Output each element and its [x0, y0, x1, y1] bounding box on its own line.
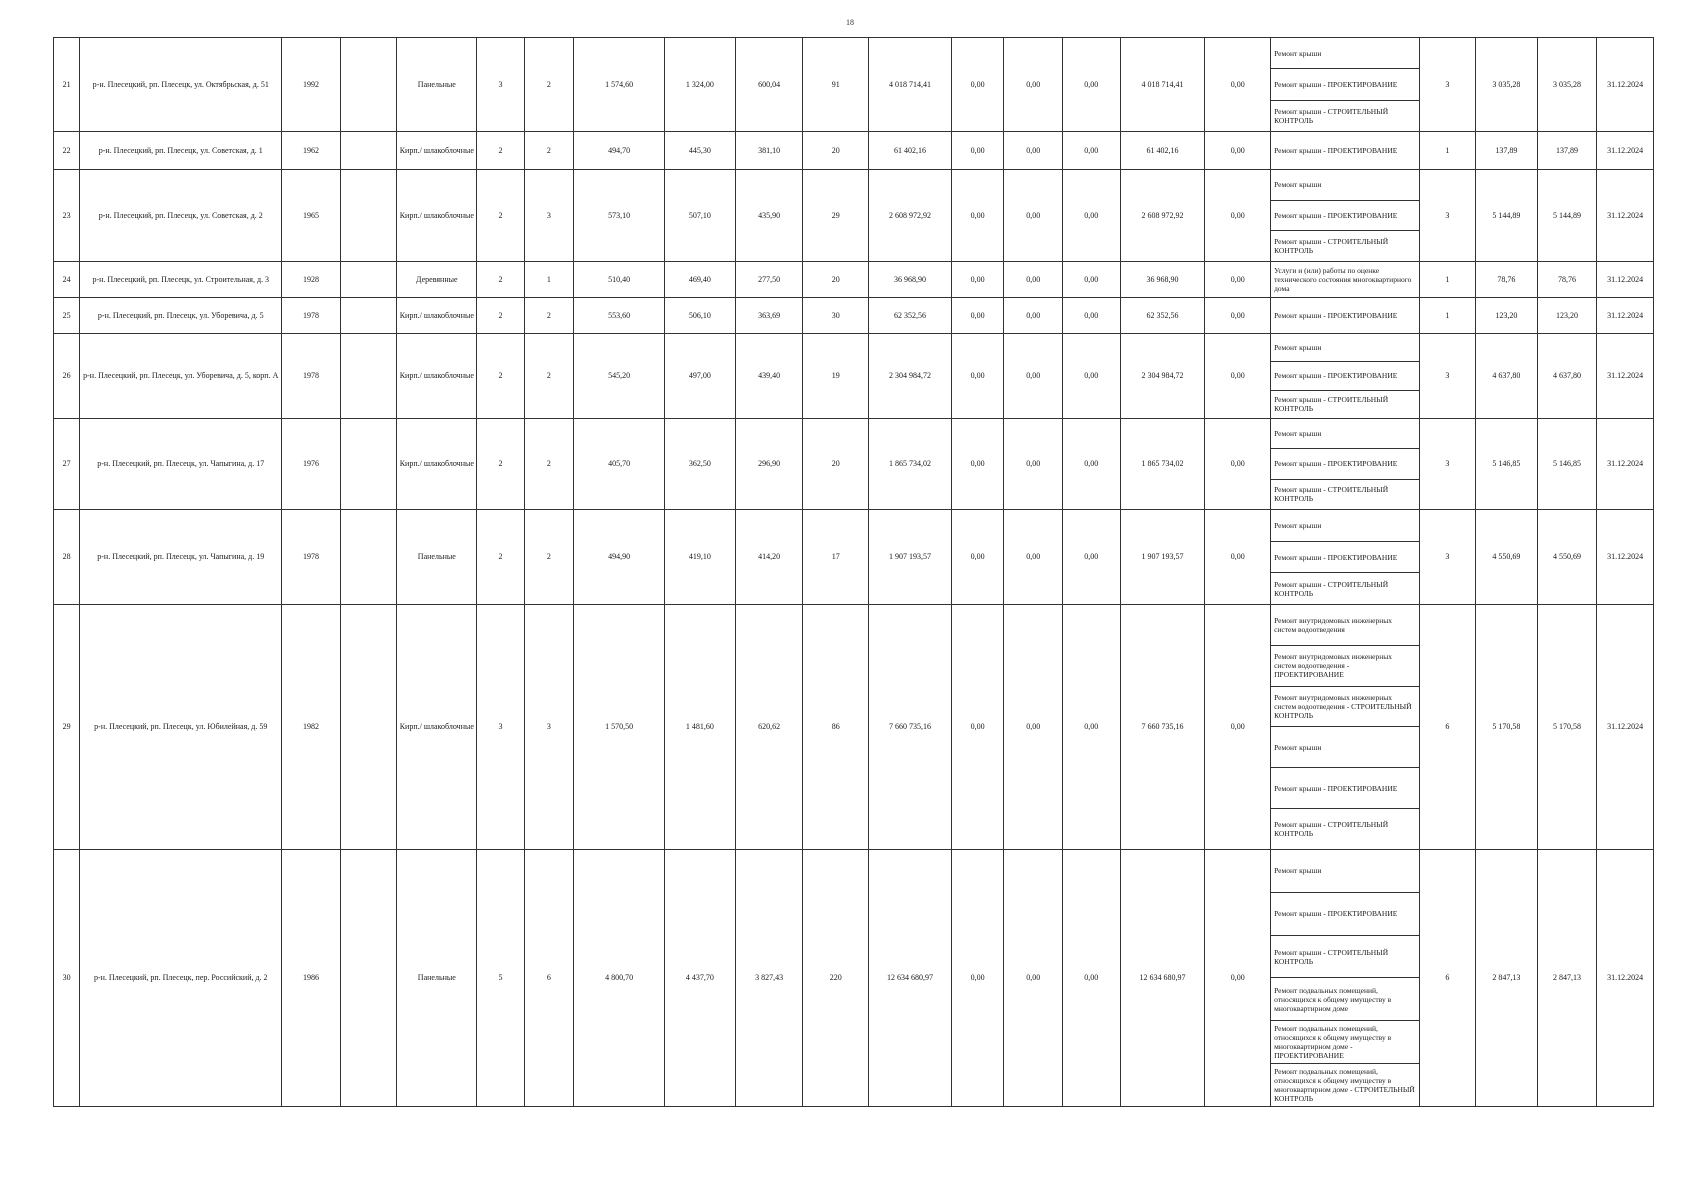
row-deadline: 31.12.2024 [1597, 262, 1654, 298]
row-fund-3: 0,00 [1063, 298, 1121, 334]
row-fund-1: 0,00 [951, 510, 1004, 605]
row-owners-funds: 1 907 193,57 [1120, 510, 1205, 605]
row-unit-cost: 5 170,58 [1476, 605, 1538, 850]
row-fund-2: 0,00 [1004, 419, 1063, 510]
row-fund-3: 0,00 [1063, 419, 1121, 510]
row-area-owned: 381,10 [735, 132, 803, 170]
row-fund-2: 0,00 [1004, 850, 1063, 1107]
row-floors: 2 [477, 334, 524, 419]
work-item: Ремонт крыши [1271, 850, 1418, 893]
row-works [1271, 298, 1419, 334]
page-number: 18 [846, 18, 854, 27]
row-fund-3: 0,00 [1063, 132, 1121, 170]
row-fund-3: 0,00 [1063, 510, 1121, 605]
row-floors: 2 [477, 262, 524, 298]
row-number: 27 [54, 419, 80, 510]
work-item: Ремонт крыши - ПРОЕКТИРОВАНИЕ [1271, 768, 1418, 809]
row-area-total: 494,70 [574, 132, 665, 170]
table-row [54, 334, 1654, 419]
row-wall-material: Кирп./ шлакоблочные [397, 132, 477, 170]
row-unit-cost: 5 146,85 [1476, 419, 1538, 510]
row-residents: 19 [803, 334, 869, 419]
row-year: 1978 [282, 298, 341, 334]
row-fund-1: 0,00 [951, 298, 1004, 334]
row-deadline: 31.12.2024 [1597, 132, 1654, 170]
work-item: Ремонт крыши - СТРОИТЕЛЬНЫЙ КОНТРОЛЬ [1274, 579, 1389, 598]
row-area-living: 506,10 [665, 298, 736, 334]
row-max-cost: 78,76 [1537, 262, 1597, 298]
table-row [54, 262, 1654, 298]
row-wall-material: Кирп./ шлакоблочные [397, 170, 477, 262]
row-fund-2: 0,00 [1004, 510, 1063, 605]
works-list [1271, 132, 1418, 169]
row-empty-cell [340, 298, 397, 334]
row-cost-total: 61 402,16 [869, 132, 952, 170]
row-fund-3: 0,00 [1063, 38, 1121, 132]
row-area-owned: 435,90 [735, 170, 803, 262]
row-unit-cost: 5 144,89 [1476, 170, 1538, 262]
row-year: 1978 [282, 334, 341, 419]
row-owners-funds: 4 018 714,41 [1120, 38, 1205, 132]
row-area-total: 553,60 [574, 298, 665, 334]
row-unit-cost: 4 637,80 [1476, 334, 1538, 419]
row-area-total: 405,70 [574, 419, 665, 510]
row-year: 1976 [282, 419, 341, 510]
row-deadline: 31.12.2024 [1597, 170, 1654, 262]
row-owners-funds: 36 968,90 [1120, 262, 1205, 298]
row-wall-material: Кирп./ шлакоблочные [397, 605, 477, 850]
works-list [1271, 38, 1418, 131]
row-works-count: 3 [1419, 38, 1476, 132]
row-year: 1982 [282, 605, 341, 850]
row-address: р-н. Плесецкий, рп. Плесецк, ул. Строительная, д. 3 [80, 262, 282, 298]
row-fund-1: 0,00 [951, 38, 1004, 132]
row-works [1271, 170, 1419, 262]
row-max-cost: 123,20 [1537, 298, 1597, 334]
row-fund-1: 0,00 [951, 419, 1004, 510]
row-floors: 2 [477, 510, 524, 605]
row-cost-total: 2 608 972,92 [869, 170, 952, 262]
row-other-funds: 0,00 [1205, 262, 1271, 298]
row-works [1271, 38, 1419, 132]
row-area-owned: 277,50 [735, 262, 803, 298]
row-works-count: 3 [1419, 334, 1476, 419]
work-item: Ремонт крыши - ПРОЕКТИРОВАНИЕ [1274, 311, 1398, 320]
works-list [1271, 262, 1418, 297]
row-works-count: 3 [1419, 170, 1476, 262]
row-floors: 3 [477, 38, 524, 132]
row-year: 1992 [282, 38, 341, 132]
row-floors: 2 [477, 419, 524, 510]
row-number: 30 [54, 850, 80, 1107]
row-fund-1: 0,00 [951, 605, 1004, 850]
row-owners-funds: 1 865 734,02 [1120, 419, 1205, 510]
row-max-cost: 5 146,85 [1537, 419, 1597, 510]
work-item: Ремонт крыши [1271, 334, 1418, 362]
table-row [54, 510, 1654, 605]
row-floors: 2 [477, 298, 524, 334]
works-list [1271, 605, 1418, 849]
table-row [54, 605, 1654, 850]
row-number: 22 [54, 132, 80, 170]
row-max-cost: 2 847,13 [1537, 850, 1597, 1107]
work-item: Ремонт крыши - СТРОИТЕЛЬНЫЙ КОНТРОЛЬ [1274, 106, 1389, 125]
row-area-total: 573,10 [574, 170, 665, 262]
row-other-funds: 0,00 [1205, 419, 1271, 510]
work-item: Ремонт внутридомовых инженерных систем водоотведения - ПРОЕКТИРОВАНИЕ [1271, 646, 1418, 687]
row-residents: 220 [803, 850, 869, 1107]
row-area-living: 507,10 [665, 170, 736, 262]
work-item: Ремонт внутридомовых инженерных систем водоотведения [1271, 605, 1418, 646]
row-other-funds: 0,00 [1205, 850, 1271, 1107]
row-number: 25 [54, 298, 80, 334]
row-area-total: 494,90 [574, 510, 665, 605]
row-residents: 30 [803, 298, 869, 334]
row-owners-funds: 7 660 735,16 [1120, 605, 1205, 850]
row-unit-cost: 123,20 [1476, 298, 1538, 334]
row-floors: 3 [477, 605, 524, 850]
row-entrances: 2 [524, 334, 573, 419]
row-area-living: 469,40 [665, 262, 736, 298]
row-other-funds: 0,00 [1205, 38, 1271, 132]
row-empty-cell [340, 334, 397, 419]
work-item: Ремонт крыши [1271, 727, 1418, 768]
work-item: Ремонт крыши - СТРОИТЕЛЬНЫЙ КОНТРОЛЬ [1274, 485, 1389, 504]
row-owners-funds: 61 402,16 [1120, 132, 1205, 170]
work-item: Ремонт подвальных помещений, относящихся к общему имуществу в многоквартирном доме - СТРОИТЕЛЬНЫЙ КОНТРОЛЬ [1274, 1067, 1415, 1104]
row-fund-2: 0,00 [1004, 132, 1063, 170]
work-item: Ремонт крыши [1271, 510, 1418, 542]
work-item: Ремонт крыши [1271, 170, 1418, 201]
row-other-funds: 0,00 [1205, 132, 1271, 170]
row-works [1271, 334, 1419, 419]
table-row [54, 38, 1654, 132]
row-residents: 86 [803, 605, 869, 850]
row-area-owned: 3 827,43 [735, 850, 803, 1107]
row-area-living: 497,00 [665, 334, 736, 419]
table-row [54, 850, 1654, 1107]
table-row [54, 170, 1654, 262]
work-item: Ремонт крыши - ПРОЕКТИРОВАНИЕ [1274, 146, 1398, 155]
row-address: р-н. Плесецкий, рп. Плесецк, ул. Юбилейная, д. 59 [80, 605, 282, 850]
work-item: Ремонт крыши - СТРОИТЕЛЬНЫЙ КОНТРОЛЬ [1274, 237, 1389, 256]
row-unit-cost: 3 035,28 [1476, 38, 1538, 132]
row-other-funds: 0,00 [1205, 298, 1271, 334]
row-address: р-н. Плесецкий, рп. Плесецк, пер. Российский, д. 2 [80, 850, 282, 1107]
row-entrances: 2 [524, 38, 573, 132]
row-residents: 20 [803, 262, 869, 298]
row-address: р-н. Плесецкий, рп. Плесецк, ул. Советская, д. 2 [80, 170, 282, 262]
row-wall-material: Кирп./ шлакоблочные [397, 298, 477, 334]
row-entrances: 2 [524, 510, 573, 605]
row-wall-material: Панельные [397, 850, 477, 1107]
row-residents: 29 [803, 170, 869, 262]
row-area-total: 1 570,50 [574, 605, 665, 850]
row-residents: 91 [803, 38, 869, 132]
row-address: р-н. Плесецкий, рп. Плесецк, ул. Уборевича, д. 5, корп. А [80, 334, 282, 419]
work-item: Ремонт крыши - ПРОЕКТИРОВАНИЕ [1271, 893, 1418, 936]
row-deadline: 31.12.2024 [1597, 850, 1654, 1107]
row-works-count: 1 [1419, 262, 1476, 298]
row-area-owned: 439,40 [735, 334, 803, 419]
row-entrances: 3 [524, 170, 573, 262]
works-list [1271, 419, 1418, 509]
row-entrances: 6 [524, 850, 573, 1107]
work-item: Услуги и (или) работы по оценке технического состояния многоквартирного дома [1274, 266, 1412, 293]
row-address: р-н. Плесецкий, рп. Плесецк, ул. Чапыгина, д. 19 [80, 510, 282, 605]
row-number: 29 [54, 605, 80, 850]
row-area-total: 4 800,70 [574, 850, 665, 1107]
row-area-owned: 296,90 [735, 419, 803, 510]
row-residents: 20 [803, 419, 869, 510]
row-fund-2: 0,00 [1004, 262, 1063, 298]
row-deadline: 31.12.2024 [1597, 334, 1654, 419]
row-empty-cell [340, 419, 397, 510]
row-wall-material: Кирп./ шлакоблочные [397, 334, 477, 419]
row-cost-total: 62 352,56 [869, 298, 952, 334]
row-address: р-н. Плесецкий, рп. Плесецк, ул. Октябрьская, д. 51 [80, 38, 282, 132]
row-works [1271, 262, 1419, 298]
row-works-count: 3 [1419, 419, 1476, 510]
table-row [54, 419, 1654, 510]
row-deadline: 31.12.2024 [1597, 510, 1654, 605]
row-fund-3: 0,00 [1063, 850, 1121, 1107]
row-year: 1986 [282, 850, 341, 1107]
row-works-count: 1 [1419, 298, 1476, 334]
row-cost-total: 1 865 734,02 [869, 419, 952, 510]
table-row [54, 132, 1654, 170]
row-wall-material: Панельные [397, 510, 477, 605]
row-cost-total: 36 968,90 [869, 262, 952, 298]
row-deadline: 31.12.2024 [1597, 38, 1654, 132]
row-max-cost: 4 637,80 [1537, 334, 1597, 419]
row-fund-3: 0,00 [1063, 262, 1121, 298]
row-other-funds: 0,00 [1205, 170, 1271, 262]
row-area-owned: 414,20 [735, 510, 803, 605]
work-item: Ремонт крыши [1271, 38, 1418, 69]
row-max-cost: 4 550,69 [1537, 510, 1597, 605]
row-residents: 17 [803, 510, 869, 605]
row-deadline: 31.12.2024 [1597, 605, 1654, 850]
row-works-count: 3 [1419, 510, 1476, 605]
row-deadline: 31.12.2024 [1597, 419, 1654, 510]
row-entrances: 2 [524, 132, 573, 170]
row-address: р-н. Плесецкий, рп. Плесецк, ул. Советская, д. 1 [80, 132, 282, 170]
row-floors: 5 [477, 850, 524, 1107]
row-number: 23 [54, 170, 80, 262]
row-floors: 2 [477, 170, 524, 262]
row-fund-1: 0,00 [951, 170, 1004, 262]
row-address: р-н. Плесецкий, рп. Плесецк, ул. Уборевича, д. 5 [80, 298, 282, 334]
row-area-total: 545,20 [574, 334, 665, 419]
row-cost-total: 2 304 984,72 [869, 334, 952, 419]
row-fund-2: 0,00 [1004, 298, 1063, 334]
row-area-living: 4 437,70 [665, 850, 736, 1107]
row-works [1271, 510, 1419, 605]
row-empty-cell [340, 132, 397, 170]
row-fund-1: 0,00 [951, 262, 1004, 298]
row-entrances: 1 [524, 262, 573, 298]
work-item: Ремонт крыши - ПРОЕКТИРОВАНИЕ [1271, 201, 1418, 232]
row-area-owned: 363,69 [735, 298, 803, 334]
row-address: р-н. Плесецкий, рп. Плесецк, ул. Чапыгина, д. 17 [80, 419, 282, 510]
row-year: 1978 [282, 510, 341, 605]
row-works-count: 1 [1419, 132, 1476, 170]
row-empty-cell [340, 262, 397, 298]
work-item: Ремонт крыши - ПРОЕКТИРОВАНИЕ [1271, 69, 1418, 100]
row-owners-funds: 62 352,56 [1120, 298, 1205, 334]
works-list [1271, 298, 1418, 333]
work-item: Ремонт крыши - ПРОЕКТИРОВАНИЕ [1271, 362, 1418, 390]
work-item: Ремонт подвальных помещений, относящихся к общему имуществу в многоквартирном доме - ПРОЕКТИРОВАНИЕ [1271, 1021, 1418, 1064]
row-fund-1: 0,00 [951, 334, 1004, 419]
row-entrances: 2 [524, 419, 573, 510]
row-year: 1962 [282, 132, 341, 170]
row-works-count: 6 [1419, 850, 1476, 1107]
row-area-owned: 620,62 [735, 605, 803, 850]
row-residents: 20 [803, 132, 869, 170]
works-list [1271, 170, 1418, 261]
work-item: Ремонт крыши [1271, 419, 1418, 449]
row-max-cost: 137,89 [1537, 132, 1597, 170]
row-max-cost: 3 035,28 [1537, 38, 1597, 132]
work-item: Ремонт крыши - СТРОИТЕЛЬНЫЙ КОНТРОЛЬ [1271, 936, 1418, 979]
works-list [1271, 510, 1418, 604]
row-empty-cell [340, 510, 397, 605]
row-fund-2: 0,00 [1004, 170, 1063, 262]
row-area-total: 510,40 [574, 262, 665, 298]
row-area-living: 1 324,00 [665, 38, 736, 132]
row-fund-3: 0,00 [1063, 334, 1121, 419]
row-unit-cost: 4 550,69 [1476, 510, 1538, 605]
row-cost-total: 7 660 735,16 [869, 605, 952, 850]
row-fund-1: 0,00 [951, 132, 1004, 170]
row-works [1271, 605, 1419, 850]
work-item: Ремонт подвальных помещений, относящихся к общему имуществу в многоквартирном доме [1271, 978, 1418, 1021]
row-owners-funds: 2 304 984,72 [1120, 334, 1205, 419]
row-works [1271, 132, 1419, 170]
repair-program-table [53, 37, 1654, 1107]
row-year: 1965 [282, 170, 341, 262]
work-item: Ремонт крыши - ПРОЕКТИРОВАНИЕ [1271, 449, 1418, 479]
row-cost-total: 12 634 680,97 [869, 850, 952, 1107]
work-item: Ремонт крыши - СТРОИТЕЛЬНЫЙ КОНТРОЛЬ [1274, 820, 1389, 839]
row-works-count: 6 [1419, 605, 1476, 850]
row-unit-cost: 78,76 [1476, 262, 1538, 298]
works-list [1271, 334, 1418, 418]
row-area-living: 419,10 [665, 510, 736, 605]
row-number: 26 [54, 334, 80, 419]
row-unit-cost: 2 847,13 [1476, 850, 1538, 1107]
work-item: Ремонт крыши - ПРОЕКТИРОВАНИЕ [1271, 542, 1418, 574]
row-entrances: 3 [524, 605, 573, 850]
row-area-living: 445,30 [665, 132, 736, 170]
row-fund-3: 0,00 [1063, 170, 1121, 262]
row-owners-funds: 12 634 680,97 [1120, 850, 1205, 1107]
row-owners-funds: 2 608 972,92 [1120, 170, 1205, 262]
row-max-cost: 5 144,89 [1537, 170, 1597, 262]
row-area-owned: 600,04 [735, 38, 803, 132]
row-number: 21 [54, 38, 80, 132]
row-deadline: 31.12.2024 [1597, 298, 1654, 334]
row-number: 24 [54, 262, 80, 298]
row-wall-material: Панельные [397, 38, 477, 132]
row-other-funds: 0,00 [1205, 510, 1271, 605]
row-other-funds: 0,00 [1205, 334, 1271, 419]
row-cost-total: 1 907 193,57 [869, 510, 952, 605]
row-fund-2: 0,00 [1004, 334, 1063, 419]
row-max-cost: 5 170,58 [1537, 605, 1597, 850]
row-cost-total: 4 018 714,41 [869, 38, 952, 132]
row-area-total: 1 574,60 [574, 38, 665, 132]
row-area-living: 1 481,60 [665, 605, 736, 850]
table-row [54, 298, 1654, 334]
row-wall-material: Кирп./ шлакоблочные [397, 419, 477, 510]
row-works [1271, 850, 1419, 1107]
row-fund-1: 0,00 [951, 850, 1004, 1107]
row-fund-2: 0,00 [1004, 38, 1063, 132]
row-empty-cell [340, 850, 397, 1107]
row-number: 28 [54, 510, 80, 605]
row-area-living: 362,50 [665, 419, 736, 510]
row-fund-2: 0,00 [1004, 605, 1063, 850]
row-other-funds: 0,00 [1205, 605, 1271, 850]
row-unit-cost: 137,89 [1476, 132, 1538, 170]
work-item: Ремонт внутридомовых инженерных систем водоотведения - СТРОИТЕЛЬНЫЙ КОНТРОЛЬ [1271, 687, 1418, 728]
row-wall-material: Деревянные [397, 262, 477, 298]
row-fund-3: 0,00 [1063, 605, 1121, 850]
row-empty-cell [340, 38, 397, 132]
works-list [1271, 850, 1418, 1106]
row-works [1271, 419, 1419, 510]
row-floors: 2 [477, 132, 524, 170]
row-empty-cell [340, 170, 397, 262]
row-entrances: 2 [524, 298, 573, 334]
row-year: 1928 [282, 262, 341, 298]
row-empty-cell [340, 605, 397, 850]
work-item: Ремонт крыши - СТРОИТЕЛЬНЫЙ КОНТРОЛЬ [1274, 395, 1389, 414]
